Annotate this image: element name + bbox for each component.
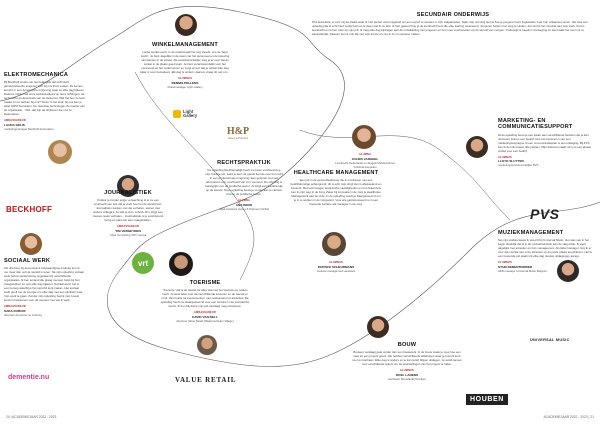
ambassador-name: DAVID VAN BELL xyxy=(192,314,218,319)
ambassador-label: ALUMNUS xyxy=(329,261,343,264)
ambassador-role: directeur dementie.nu Limburg xyxy=(4,312,42,317)
ambassador-role: werfleider Bouwbedrijf Houben xyxy=(387,376,427,381)
ambassador-label: ALUMNUS xyxy=(400,369,414,373)
section-title: JOURNALISTIEK xyxy=(104,190,152,196)
portrait-dennis xyxy=(175,14,197,36)
portrait-lloyd xyxy=(466,136,488,158)
logo-houben: HOUBEN xyxy=(466,394,508,405)
section-title: WINKELMANAGEMENT xyxy=(152,42,218,48)
logo-hosey xyxy=(220,126,256,140)
ambassador-name: DENNIS PELLENS xyxy=(171,80,199,85)
ambassador-role: Chief storytelling VRT nieuws xyxy=(109,232,147,237)
ambassador-name: TIM VERHEYDEN xyxy=(115,228,141,233)
section-title: MUZIEKMANAGEMENT xyxy=(498,230,564,236)
section-body: PXL Education is voor mij de plaats waar ik met plezier werd opgeleid om een expert te worden in mijn vakgebieden. Naar mijn vorming leer je hoe je jongeren kunt begeleiden naar hun volwassen leven. Het was een opleiding die ik echt hard nodig had om te doen wat ik nu doe. Ik heb geleerd hoe je de leerkracht bent die elke leerling meeneemt. Jongeren helpen hun weg te vinden, dat vind ik het mooiste aan mijn werk. Ik ben leerkracht en ik ben trots op mijn job. Ik mag elke dag bijdragen aan de ontwikkeling van jongeren en hen mee voorbereiden op de wereld van morgen. Onderwijs is steeds in beweging en dat maakt het voor mij zo aantrekkelijk. Daarom ben ik ook blij met mijn keuze en zou ik ze zo opnieuw maken. xyxy=(312,20,588,37)
section-title: BOUW xyxy=(397,342,417,348)
section-title: ELEKTROMECHANICA xyxy=(4,72,69,78)
section-bouw xyxy=(352,342,462,381)
section-elektromechanica xyxy=(4,72,86,131)
ambassador-role: A&R manager Universal Music Belgium xyxy=(498,268,547,273)
footer-left: 20 | ACADEMIEJAAR 2022 - 2023 xyxy=(6,415,57,419)
portrait-patrick xyxy=(322,232,346,256)
ambassador-name: SARA DUBOIS xyxy=(4,308,26,313)
ambassador-label: AMBASSADEUR xyxy=(117,225,139,229)
ambassador-label: AMBASSADEUR xyxy=(4,119,26,123)
ambassador-name: LLOYD SLUYTER xyxy=(498,159,524,164)
portrait-sara xyxy=(20,233,42,255)
ambassador-label: ALUMNA xyxy=(237,199,251,203)
section-body: Bouwen vandaag gaat verder dan een bouwwerk. In de bouw maak je mee hoe een idee tot een project groeit. We hebben verschillende afdelingen waar je terecht kunt voor je loopbaan. Elke dag is anders en je kan jezelf blijven uitdagen. Je werkt samen met verschillende teams om de doelstellingen van het project te halen. xyxy=(352,350,462,367)
logo-beckhoff: BECKHOFF xyxy=(6,205,53,214)
section-body: Na mijn studies kwam ik terecht bij Universal Music. Het was van in het begin duidelijk dat ik in de muziekindustrie aan de slag wilde. Ik werk dagelijks met artiesten en hun management. Als label manager zorg ik er voor dat muziek van onze artiesten op de juiste plaats terechtkomt. Het is een boeiende job waarin ik elke dag nieuwe uitdagingen aanga. xyxy=(498,238,592,259)
section-body: Lanke werkte eerst, in de retail bepalt het nog steeds: ons de 'hard touch'. Je bent dagelijks in de weer met het personeel en de beleving van klanten in de winkel. Als verantwoordelijke zorg je er voor dat de winkel in de plaats goed loopt. Je bent verantwoordelijk voor het personeel en het ondernemen en zorgt ervoor dat je winkel elke dag klaar is voor bezoekers. Elk dag is anders; daarom vraag dit ook om... xyxy=(140,50,230,75)
logo-dementie: dementie.nu xyxy=(8,374,50,381)
ambassador-role: Leerkracht Nederlands en Engels Middenschool Vinkbrisk Heusden xyxy=(335,160,395,169)
ambassador-label: AMBASSADEUR xyxy=(4,305,26,309)
section-body: 'Toerisme' dat is de sleutel tot alles wat met het toerisme te maken heeft. Je weet alles over de verschillende sectoren en de wereld er rond. Van hotels tot evenementen, van reisbureaus tot attracties. De opleiding heeft me klaargestoomd voor een carrière in de toeristische sector. Ik ben blij dat ik mijn job vandaag mag uitoefenen. xyxy=(160,288,250,309)
ambassador-name: LAURA GELIS xyxy=(4,122,25,127)
logo-universal: UNIVERSAL MUSIC xyxy=(530,338,570,342)
ambassador-label: ALUMNA xyxy=(358,153,372,156)
ambassador-name: ANA BENO xyxy=(235,202,253,207)
logo-vrt xyxy=(132,252,154,274)
ambassador-name: ROEL LANENS xyxy=(395,372,419,377)
ambassador-role: medical management assistant xyxy=(316,268,356,273)
logo-hosey-sub: Hosey & Partners xyxy=(227,137,249,140)
section-toerisme xyxy=(160,280,250,323)
ambassador-label: AMBASSADEUR xyxy=(194,311,216,315)
ambassador-role: winkelmanager Light Gallery xyxy=(167,84,203,89)
ambassador-name: JOLIEN VANGEEL xyxy=(351,156,379,161)
logo-value-retail: VALUE RETAIL xyxy=(175,376,237,384)
section-rechtspraktijk xyxy=(205,160,283,211)
logo-light-gallery-text: Light Gallery xyxy=(183,109,198,118)
portrait-ana xyxy=(169,252,193,276)
section-body: De opleiding Rechtspraktijk heeft me beter voorbereid op mijn huidige job, want je leert de goede kennis over het recht in een professionele omgeving. Een gesprek met een advocaat is een voorbeeld van zo'n moment. De scholing is belangrijk voor de juridische sector. Je krijgt een bredere kijk op de wereld. Na je opleiding bouw je verder aan je carrière binnen de juridische sector. xyxy=(205,168,283,197)
ambassador-patrick xyxy=(298,258,374,273)
logo-vrt-text: vrt xyxy=(137,258,149,268)
portrait-laura xyxy=(48,140,72,164)
ambassador-role: marketingmanager Beckhoff Automation xyxy=(4,126,54,131)
section-title: MARKETING- EN COMMUNICATIESUPPORT xyxy=(498,118,573,131)
section-title: HEALTHCARE MANAGEMENT xyxy=(293,170,379,176)
section-winkelmanagement xyxy=(140,42,230,89)
section-title: SECUNDAIR ONDERWIJS xyxy=(416,12,490,18)
ambassador-role: directeur Value Retail (Maasmechelen Village) xyxy=(176,318,234,323)
ambassador-name: STIJN DEBENTRIDDER xyxy=(498,264,533,269)
logo-light-gallery xyxy=(173,110,201,118)
section-body: Een job in de gezondheidszorg die ik combineer met een bedrijfskundige achtergrond: dit is echt mijn ding! Het is afwisselend en boeiend. Met technologie, analytische vaardigheden en het ziekenhuis ken ik mijn weg in de zorg. Zeker bij innovatie in de zorg is Healthcare Management aan de orde. In de opleiding wordt je klaargestoomd om je in te werken in de zorgsector. Voor wie geïnteresseerd is in een boeiende carrière als manager in de zorg. xyxy=(290,178,382,207)
section-body: Als directeur bij dementiums hulpvaardiging Limburg kon ik me meer dan ooit de wereld in leren. Na mijn opleiding sociaal werk heb ik werkervaring opgedaan bij verschillende organisaties. Ik ben iemand die graag mensen helpt bij hun vraagstukken en ook elke dag bijleren. Sociaal werk: het is een beroep waarbij je het verschil kunt maken. Het sociaal werk geeft me de energie om elke dag met een glimlach naar mijn werk te gaan. Zonder mijn opleiding had ik niet zoveel kunnen betekenen voor de mensen met wie ik werk. xyxy=(4,266,84,303)
section-title: RECHTSPRAKTIJK xyxy=(217,160,271,166)
section-secundair-onderwijs xyxy=(312,12,594,36)
section-title: SOCIAAL WERK xyxy=(4,258,51,264)
section-marketing xyxy=(498,118,594,167)
ambassador-role: legal assistant Hosey & Partners Global xyxy=(219,206,269,211)
ambassador-name: PATRICK SCHEURMANS xyxy=(317,264,355,269)
section-body: Deze opleiding bood je een kader aan verschillende facetten die je kan uitvoeren binnen een bedrijf. Het communiceren van een marketingcampagne of een communicatieplan is een uitdaging. Bij PVS ben ik de link tussen alle partijen. Mijn diploma maakt van jou een ideaal profiel voor een bedrijf. xyxy=(498,132,591,153)
ambassador-label: ALUMNUS xyxy=(178,77,192,81)
section-body: Bij Beckhoff vinden we het belangrijk dat technisch geïnteresseerde jongeren zich bij ons thuis voelen. Ze komen terecht in een dynamische omgeving waar ze elke dag bijleren. Daarom richten we onze ambassadeurs op deze richtingen: de technische professionals van de toekomst. Wat het hen zo leuk maakt om te werken bij ons? 'Deze' is het leuk: bij ons ben je altijd 100% betrokken. De nieuwste technologie, de reactor van de organisatie... Wel, dat zijn de drijfveren die ons zo klaarmaken. xyxy=(4,80,85,117)
ambassador-jolien xyxy=(330,150,400,169)
ambassador-label: ALUMNUS xyxy=(498,155,512,159)
section-body: Ontdek je zonder enige verwachting is er nu een voorbeeld van iets dat je vindt hoe het de wereld kan. Journalisten werken met die verhalen, samen met andere collega's. Je laat je zien, schrijft, film, krijgt een nieuwe reeks verhalen... Journalistiek is je voortdurend bezig en pakt ook aan vraagstukken. xyxy=(92,198,164,223)
section-sociaal-werk xyxy=(4,258,84,317)
section-journalistiek xyxy=(92,190,164,237)
ambassador-role: marketingverantwoordelijke PVS xyxy=(498,163,539,168)
section-title: TOERISME xyxy=(189,280,221,286)
logo-pvs: PVS xyxy=(530,206,560,222)
portrait-david xyxy=(197,335,217,355)
ambassador-label: ALUMNUS xyxy=(498,261,512,265)
footer-right: ACADEMIEJAAR 2022 - 2023 | 21 xyxy=(543,415,594,419)
portrait-roel xyxy=(367,316,389,338)
section-healthcare xyxy=(290,170,382,206)
section-muziekmanagement xyxy=(498,230,594,273)
logo-hosey-mark: H&P xyxy=(226,126,250,137)
portrait-jolien xyxy=(352,125,376,149)
